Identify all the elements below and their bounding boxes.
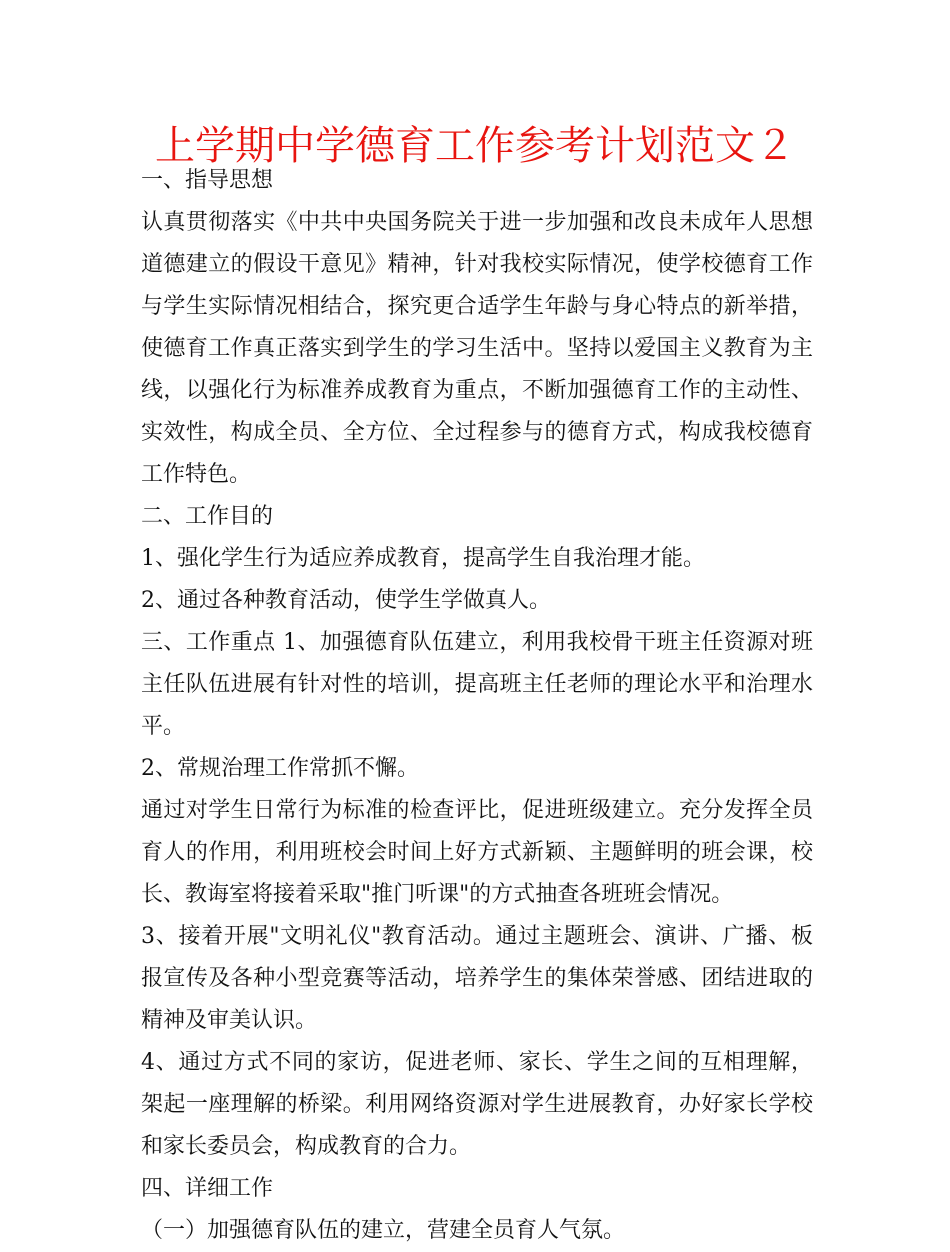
list-item-focus-2: 2、常规治理工作常抓不懈。	[141, 756, 419, 781]
list-item-focus-4: 4、通过方式不同的家访，促进老师、家长、学生之间的互相理解，架起一座理解的桥梁。利用网络资源对学生进展教育，办好家长学校和家长委员会，构成教育的合力。	[141, 1050, 813, 1159]
paragraph-guiding-ideology: 认真贯彻落实《中共中央国务院关于进一步加强和改良未成年人思想道德建立的假设干意见》精神，针对我校实际情况，使学校德育工作与学生实际情况相结合，探究更合适学生年龄与身心特点的新举措，使德育工作真正落实到学生的学习生活中。坚持以爱国主义教育为主线，以强化行为标准养成教育为重点，不断加强德育工作的主动性、实效性，构成全员、全方位、全过程参与的德育方式，构成我校德育工作特色。	[141, 210, 813, 487]
list-item-goal-1: 1、强化学生行为适应养成教育，提高学生自我治理才能。	[141, 546, 705, 571]
list-item-goal-2: 2、通过各种教育活动，使学生学做真人。	[141, 588, 551, 613]
heading-work-goals: 二、工作目的	[141, 504, 274, 529]
paragraph-work-focus-1: 三、工作重点 1、加强德育队伍建立，利用我校骨干班主任资源对班主任队伍进展有针对性的培训，提高班主任老师的理论水平和治理水平。	[141, 630, 813, 739]
heading-guiding-ideology: 一、指导思想	[141, 168, 274, 193]
heading-detailed-work: 四、详细工作	[141, 1176, 274, 1201]
document-body	[141, 160, 813, 1252]
list-item-focus-3: 3、接着开展"文明礼仪"教育活动。通过主题班会、演讲、广播、板报宣传及各种小型竞赛等活动，培养学生的集体荣誉感、团结进取的精神及审美认识。	[141, 924, 813, 1033]
paragraph-routine-management: 通过对学生日常行为标准的检查评比，促进班级建立。充分发挥全员育人的作用，利用班校会时间上好方式新颖、主题鲜明的班会课，校长、教诲室将接着采取"推门听课"的方式抽查各班班会情况。	[141, 798, 813, 907]
subheading-team-building: （一）加强德育队伍的建立，营建全员育人气氛。	[141, 1218, 626, 1243]
document-title: 上学期中学德育工作参考计划范文２	[155, 123, 795, 169]
